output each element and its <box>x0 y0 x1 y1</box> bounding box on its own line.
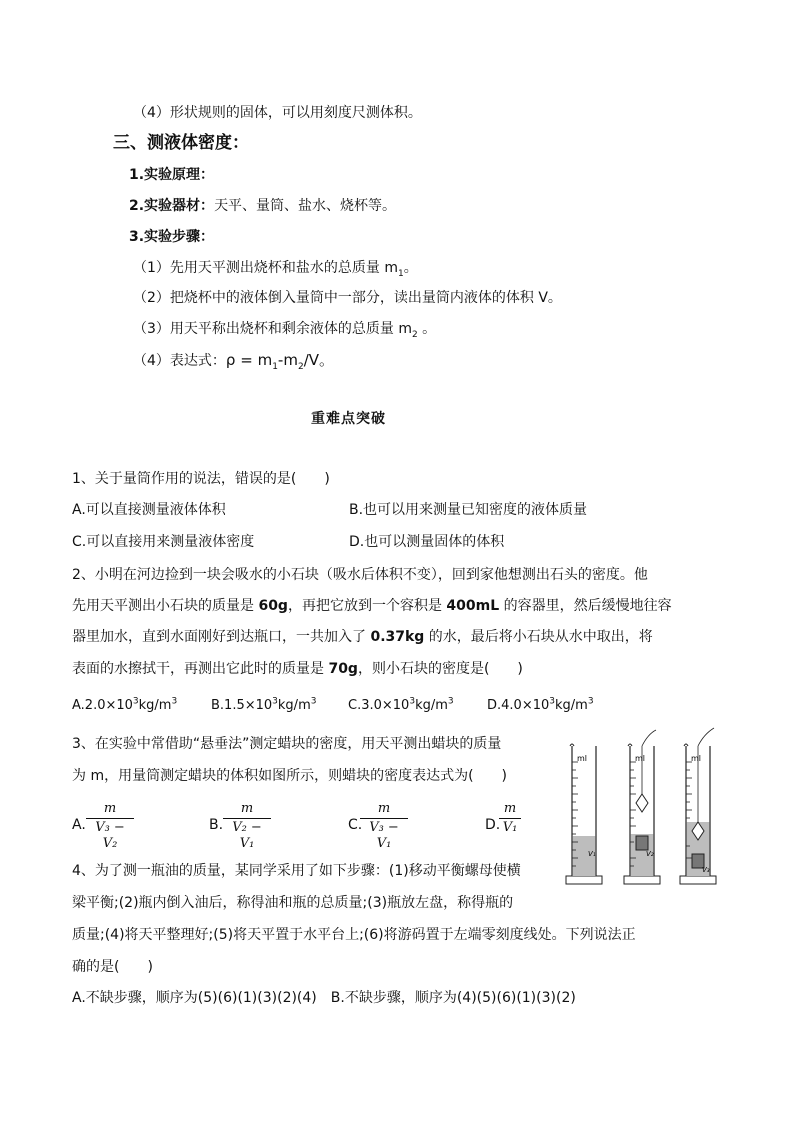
step-3-sub: 2 <box>412 329 418 340</box>
q3-line-1: 3、在实验中常借助“悬垂法”测定蜡块的密度，用天平测出蜡块的质量 <box>72 736 502 752</box>
q2-a-base: A.2.0×10 <box>72 698 133 713</box>
q2-line-2-a: 先用天平测出小石块的质量是 <box>72 598 259 614</box>
q1-stem: 1、关于量筒作用的说法，错误的是( ) <box>72 471 330 487</box>
q2-a-sup: 3 <box>132 696 139 707</box>
q3-option-b-fraction <box>223 801 271 852</box>
equipment-line <box>129 196 396 216</box>
q2-line-2-c: ，再把它放到一个容积是 <box>287 598 447 614</box>
q4-options: A.不缺步骤，顺序为(5)(6)(1)(3)(2)(4) B.不缺步骤，顺序为(4)(5)(6)(1)(3)(2) <box>72 990 576 1006</box>
q3-option-d-label: D. <box>485 817 501 833</box>
q3-a-den: V₃ − V₂ <box>95 820 125 851</box>
q2-mass-70g: 70g <box>328 661 358 677</box>
q2-option-a <box>72 696 177 716</box>
q2-line-2 <box>72 596 672 616</box>
cylinder-1 <box>566 744 602 884</box>
q2-line-4-c: ，则小石块的密度是( ) <box>357 661 523 677</box>
cylinder-3-ml: ml <box>691 754 702 763</box>
cylinder-2-ml: ml <box>635 754 646 763</box>
step-4-m1-sub: 1 <box>272 362 278 372</box>
item-regular-solid: （4）形状规则的固体，可以用刻度尺测体积。 <box>133 105 422 121</box>
cylinder-2 <box>624 730 660 884</box>
q2-volume-400ml: 400mL <box>446 598 500 614</box>
q2-d-sup: 3 <box>549 696 555 707</box>
q2-water-037kg: 0.37kg <box>370 629 425 645</box>
q2-line-3 <box>72 627 653 647</box>
q3-option-c-label: C. <box>348 817 363 833</box>
cylinder-3 <box>680 728 716 884</box>
step-1-text: （1）先用天平测出烧杯和盐水的总质量 m <box>133 260 398 276</box>
q3-option-d-fraction <box>499 801 521 836</box>
q3-line-2: 为 m，用量筒测定蜡块的体积如图所示，则蜡块的密度表达式为( ) <box>72 768 508 784</box>
q3-option-b-label: B. <box>209 817 224 833</box>
q3-b-den: V₂ − V₁ <box>232 820 262 851</box>
q2-option-c <box>348 696 454 716</box>
step-4-end: /V。 <box>303 351 335 369</box>
step-1-sub: 1 <box>398 268 404 279</box>
graduated-cylinders-figure <box>564 726 726 888</box>
q2-line-3-c: 的水，最后将小石块从水中取出，将 <box>424 629 653 645</box>
q2-b-unit: kg/m <box>277 698 311 713</box>
step-4-m1: m <box>257 351 273 369</box>
q2-line-1: 2、小明在河边捡到一块会吸水的小石块（吸水后体积不变），回到家他想测出石头的密度。他 <box>72 567 648 583</box>
q3-option-a-label: A. <box>72 817 86 833</box>
q2-line-4-a: 表面的水擦拭干，再测出它此时的质量是 <box>72 661 329 677</box>
q1-option-b: B.也可以用来测量已知密度的液体质量 <box>349 502 588 518</box>
principle-label: 1.实验原理： <box>129 167 215 183</box>
cylinder-1-v1: V₁ <box>588 850 596 858</box>
q4-line-4: 确的是( ) <box>72 959 153 975</box>
q2-c-unit: kg/m <box>415 698 448 713</box>
step-3-text: （3）用天平称出烧杯和剩余液体的总质量 m <box>133 321 412 337</box>
q3-option-a-fraction <box>86 801 134 852</box>
q2-option-b <box>211 696 316 716</box>
q2-mass-60g: 60g <box>258 598 288 614</box>
q4-line-2: 梁平衡;(2)瓶内倒入油后，称得油和瓶的总质量;(3)瓶放左盘，称得瓶的 <box>72 895 514 911</box>
q2-option-d <box>487 696 594 716</box>
q2-d-unit-sup: 3 <box>587 696 594 707</box>
q2-d-unit: kg/m <box>555 698 588 713</box>
cylinder-1-ml: ml <box>577 754 588 763</box>
q3-option-c-fraction <box>360 801 408 852</box>
step-3-end: 。 <box>417 321 437 337</box>
step-1 <box>133 258 418 278</box>
heading-breakthrough: 重难点突破 <box>311 411 386 427</box>
q2-line-4 <box>72 659 523 679</box>
q2-line-2-e: 的容器里，然后缓慢地往容 <box>499 598 672 614</box>
q2-c-base: C.3.0×10 <box>348 698 410 713</box>
q1-option-d: D.也可以测量固体的体积 <box>349 534 505 550</box>
q3-c-den: V₃ − V₁ <box>369 820 399 851</box>
q2-a-unit-sup: 3 <box>171 696 178 707</box>
q3-c-num: m <box>377 801 391 816</box>
q2-b-unit-sup: 3 <box>310 696 317 707</box>
q4-line-1: 4、为了测一瓶油的质量，某同学采用了如下步骤：(1)移动平衡螺母使横 <box>72 863 521 879</box>
equipment-label: 2.实验器材： <box>129 198 215 214</box>
q1-option-a: A.可以直接测量液体体积 <box>72 502 226 518</box>
q2-line-3-a: 器里加水，直到水面刚好到达瓶口，一共加入了 <box>72 629 371 645</box>
q2-b-sup: 3 <box>272 696 278 707</box>
step-4-rho: ρ = <box>225 351 258 369</box>
step-1-end: 。 <box>403 260 418 276</box>
q1-option-c: C.可以直接用来测量液体密度 <box>72 534 255 550</box>
step-4-m2-sub: 2 <box>297 362 304 372</box>
q4-line-3: 质量;(4)将天平整理好;(5)将天平置于水平台上;(6)将游码置于左端零刻度线处。下列说法正 <box>72 927 636 943</box>
equipment-text: 天平、量筒、盐水、烧杯等。 <box>214 198 397 214</box>
q3-d-den: V₁ <box>502 820 518 835</box>
steps-label: 3.实验步骤： <box>129 229 215 245</box>
q2-c-unit-sup: 3 <box>447 696 454 707</box>
q3-d-num: m <box>503 801 517 816</box>
q3-b-num: m <box>240 801 254 816</box>
section-title: 三、测液体密度： <box>113 133 249 153</box>
step-3 <box>133 319 436 339</box>
q2-c-sup: 3 <box>409 696 416 707</box>
cylinder-2-v2: V₂ <box>646 850 654 858</box>
step-4-minus: -m <box>277 351 298 369</box>
cylinder-3-v3: V₃ <box>702 866 710 874</box>
q2-b-base: B.1.5×10 <box>211 698 273 713</box>
q2-d-base: D.4.0×10 <box>487 698 550 713</box>
step-4-prefix: （4）表达式： <box>133 353 226 369</box>
step-4 <box>133 350 334 371</box>
q2-a-unit: kg/m <box>138 698 172 713</box>
step-2: （2）把烧杯中的液体倒入量筒中一部分，读出量筒内液体的体积 V。 <box>133 290 562 306</box>
q3-a-num: m <box>103 801 117 816</box>
